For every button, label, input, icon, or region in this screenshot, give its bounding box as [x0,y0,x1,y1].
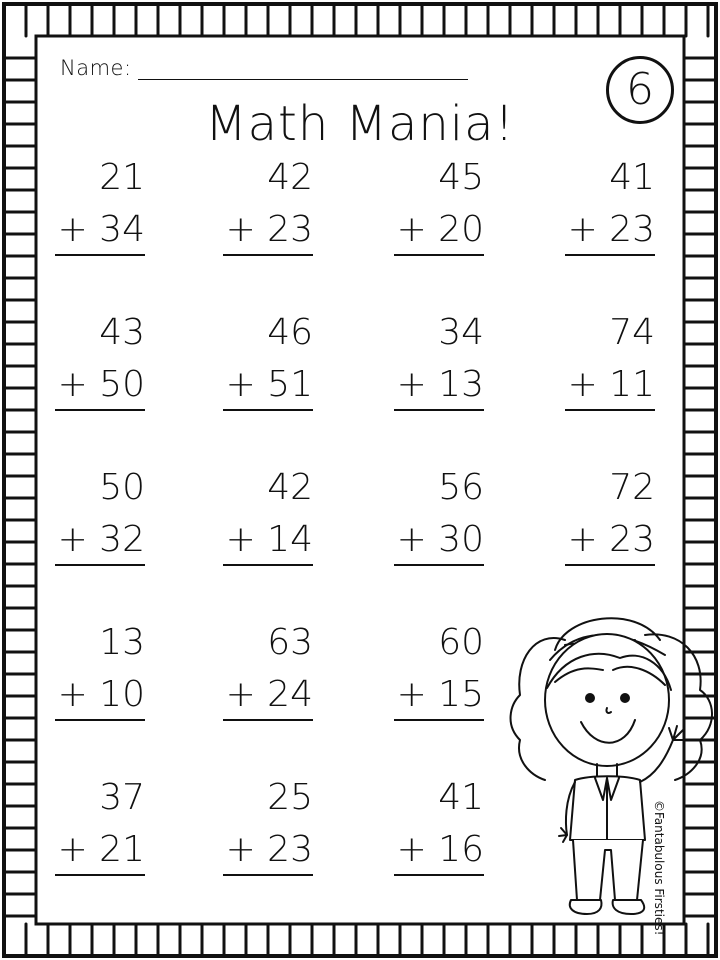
problem-top-number: 60 [438,622,484,663]
page-title: Math Mania! [205,96,515,152]
problem-item [55,312,145,411]
problem-bottom-addend: + 30 [394,522,484,566]
problem-top-number: 42 [267,157,313,198]
problem-bottom-addend: + 13 [394,367,484,411]
problem-item [394,777,484,876]
problem-bottom-addend: + 23 [565,212,655,256]
worksheet-number-badge: 6 [606,56,674,124]
problem-bottom-addend: + 21 [55,832,145,876]
problem-item [55,622,145,721]
problem-top-number: 13 [99,622,145,663]
problem-item [394,622,484,721]
problem-top-number: 46 [267,312,313,353]
problem-top-number: 63 [267,622,313,663]
problem-bottom-addend: + 23 [565,522,655,566]
problem-top-number: 21 [99,157,145,198]
problem-bottom-addend: + 23 [223,832,313,876]
problem-bottom-addend: + 14 [223,522,313,566]
problem-top-number: 56 [438,467,484,508]
problem-item [223,312,313,411]
problem-bottom-addend: + 51 [223,367,313,411]
problem-bottom-addend: + 11 [565,367,655,411]
problem-item [55,777,145,876]
problem-top-number: 25 [267,777,313,818]
problem-item [565,157,655,256]
problem-top-number: 34 [438,312,484,353]
problem-top-number: 72 [609,467,655,508]
name-field[interactable] [60,56,468,80]
problem-top-number: 74 [609,312,655,353]
problem-item [223,157,313,256]
problem-top-number: 37 [99,777,145,818]
problem-bottom-addend: + 16 [394,832,484,876]
girl-illustration [495,600,720,930]
problem-item [394,312,484,411]
problem-item [55,467,145,566]
problem-item [394,157,484,256]
problem-top-number: 42 [267,467,313,508]
problem-bottom-addend: + 34 [55,212,145,256]
problem-bottom-addend: + 50 [55,367,145,411]
problem-item [565,312,655,411]
problem-bottom-addend: + 23 [223,212,313,256]
problem-bottom-addend: + 15 [394,677,484,721]
name-line[interactable] [138,61,468,80]
credit-text: ©Fantabulous Firsties! [652,800,666,936]
problem-top-number: 41 [609,157,655,198]
problem-item [565,467,655,566]
name-label: Name: [60,56,132,80]
problem-top-number: 43 [99,312,145,353]
problem-top-number: 41 [438,777,484,818]
problem-bottom-addend: + 20 [394,212,484,256]
problem-top-number: 50 [99,467,145,508]
problem-item [223,622,313,721]
problem-item [223,467,313,566]
problem-item [55,157,145,256]
problem-item [394,467,484,566]
problem-item [223,777,313,876]
problem-bottom-addend: + 10 [55,677,145,721]
problem-bottom-addend: + 32 [55,522,145,566]
problem-bottom-addend: + 24 [223,677,313,721]
problem-top-number: 45 [438,157,484,198]
